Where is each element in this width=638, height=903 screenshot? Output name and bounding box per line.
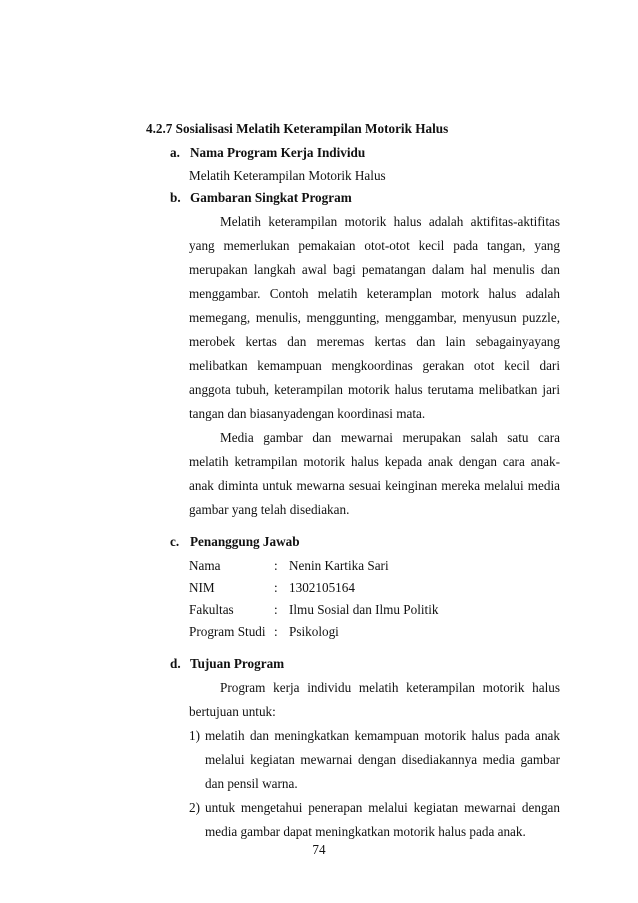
- list-item-number: 2): [189, 800, 200, 815]
- row-key: Fakultas: [189, 602, 234, 617]
- paragraph-line: Melatih keterampilan motorik halus adalah aktifitas-aktifitas: [220, 214, 560, 229]
- paragraph-line: gambar yang telah disediakan.: [189, 502, 350, 517]
- row-value: Nenin Kartika Sari: [289, 558, 389, 573]
- subsection-c-label: c.: [170, 534, 180, 549]
- subsection-b-heading: [170, 190, 352, 206]
- subsection-d-title: Tujuan Program: [190, 656, 285, 671]
- page-number: 74: [312, 842, 326, 857]
- list-item-line: melalui kegiatan mewarnai dengan disediakannya media gambar: [205, 752, 560, 767]
- row-sep: :: [274, 602, 278, 617]
- row-key: NIM: [189, 580, 215, 595]
- row-sep: :: [274, 558, 278, 573]
- list-item-number: 1): [189, 728, 200, 743]
- row-sep: :: [274, 580, 278, 595]
- program-name-text: Melatih Keterampilan Motorik Halus: [189, 168, 386, 183]
- paragraph-line: memegang, menulis, menggunting, menggambar, menyusun puzzle,: [189, 310, 560, 325]
- paragraph-line: melatih ketrampilan motorik halus kepada anak dengan cara anak-: [189, 454, 560, 469]
- section-number: 4.2.7: [146, 121, 173, 136]
- section-heading: [146, 121, 448, 137]
- paragraph-line: merupakan langkah awal bagi pematangan dalam hal menulis dan: [189, 262, 560, 277]
- paragraph-line: anggota tubuh, keterampilan motorik halus terutama melibatkan jari: [189, 382, 560, 397]
- subsection-d-heading: [170, 656, 284, 672]
- paragraph-line: melibatkan kemampuan mengkoordinas gerakan otot kecil dari: [189, 358, 560, 373]
- row-value: 1302105164: [289, 580, 355, 595]
- subsection-a-label: a.: [170, 145, 180, 160]
- subsection-c-title: Penanggung Jawab: [190, 534, 300, 549]
- row-value: Psikologi: [289, 624, 339, 639]
- paragraph-line: Media gambar dan mewarnai merupakan salah satu cara: [220, 430, 560, 445]
- list-item-line: untuk mengetahui penerapan melalui kegiatan mewarnai dengan: [205, 800, 560, 815]
- list-item-line: media gambar dapat meningkatkan motorik halus pada anak.: [205, 824, 526, 839]
- subsection-c-heading: [170, 534, 300, 550]
- paragraph-line: tangan dan biasanyadengan koordinasi mata.: [189, 406, 426, 421]
- paragraph-line: Program kerja individu melatih keterampilan motorik halus: [220, 680, 560, 695]
- list-item-line: dan pensil warna.: [205, 776, 298, 791]
- section-title: Sosialisasi Melatih Keterampilan Motorik Halus: [175, 121, 449, 136]
- row-value: Ilmu Sosial dan Ilmu Politik: [289, 602, 439, 617]
- subsection-d-label: d.: [170, 656, 181, 671]
- subsection-a-title: Nama Program Kerja Individu: [190, 145, 366, 160]
- row-sep: :: [274, 624, 278, 639]
- subsection-b-title: Gambaran Singkat Program: [190, 190, 352, 205]
- paragraph-line: bertujuan untuk:: [189, 704, 276, 719]
- subsection-a-heading: [170, 145, 365, 161]
- row-key: Program Studi: [189, 624, 266, 639]
- paragraph-line: menggambar. Contoh melatih keteramplan motork halus adalah: [189, 286, 560, 301]
- paragraph-line: merobek kertas dan meremas kertas dan lain sebagainyayang: [189, 334, 560, 349]
- list-item-line: melatih dan meningkatkan kemampuan motorik halus pada anak: [205, 728, 560, 743]
- paragraph-line: anak diminta untuk mewarna sesuai keinginan mereka melalui media: [189, 478, 560, 493]
- row-key: Nama: [189, 558, 221, 573]
- subsection-b-label: b.: [170, 190, 181, 205]
- paragraph-line: yang memerlukan pemakaian otot-otot kecil pada tangan, yang: [189, 238, 560, 253]
